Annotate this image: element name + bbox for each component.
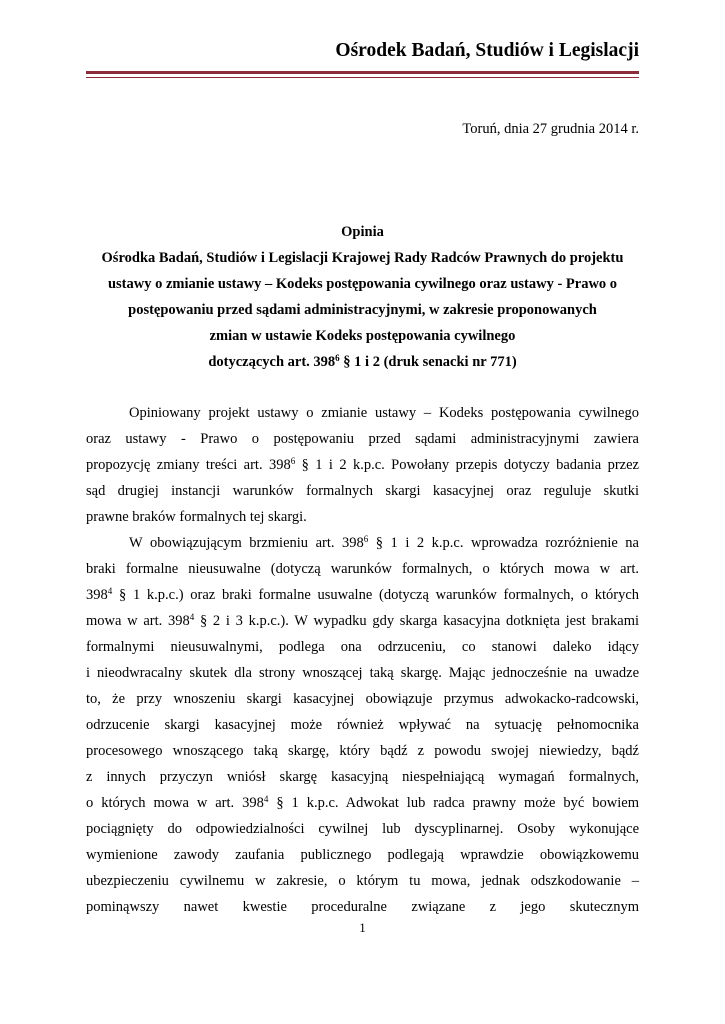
page-number: 1	[359, 920, 366, 935]
text-line: prawne braków formalnych tej skargi.	[86, 509, 307, 525]
text-line: $398^4$ § 1 k.p.c.) oraz braki formalne usuwalne (dotyczą warunków formalnych, o których	[86, 586, 639, 603]
text-line: braki formalne nieusuwalne (dotyczą warunków formalnych, o których mowa w art.	[86, 561, 639, 577]
title-line: Opinia	[341, 224, 384, 240]
text-line: mowa w art. $398^4$ § 2 i 3 k.p.c.). W wypadku gdy skarga kasacyjna dotknięta jest brakami	[86, 612, 639, 629]
title-line: zmian w ustawie Kodeks postępowania cywilnego	[209, 328, 516, 344]
text-line: i nieodwracalny skutek dla strony wnoszącej taką skargę. Mając jednocześnie na uwadze	[86, 665, 639, 681]
text-line: pociągnięty do odpowiedzialności cywilnej lub dyscyplinarnej. Osoby wykonujące	[86, 821, 639, 837]
header-title: Ośrodek Badań, Studiów i Legislacji	[335, 40, 639, 61]
text-line: ubezpieczeniu cywilnemu w zakresie, o którym tu mowa, jednak odszkodowanie –	[86, 873, 639, 889]
document-date: Toruń, dnia 27 grudnia 2014 r.	[462, 121, 639, 137]
text-line: procesowego wnoszącego taką skargę, który bądź z powodu swojej niewiedzy, bądź	[86, 743, 639, 759]
text-line: z innych przyczyn wniósł skargę kasacyjną niespełniającą wymagań formalnych,	[86, 769, 639, 785]
document-body	[86, 400, 639, 920]
header-rule-thin	[86, 77, 639, 78]
text-line: formalnymi nieusuwalnymi, podlega ona odrzuceniu, co stanowi daleko idący	[86, 639, 639, 655]
header-rule-thick	[86, 71, 639, 74]
title-line: Ośrodka Badań, Studiów i Legislacji Krajowej Rady Radców Prawnych do projektu	[101, 250, 624, 266]
text-line: pominąwszy nawet kwestie proceduralne związane z jego skutecznym	[86, 899, 639, 915]
opinion-title	[86, 219, 639, 375]
title-line: postępowaniu przed sądami administracyjnymi, w zakresie proponowanych	[128, 302, 597, 318]
title-line: dotyczących art. $398^6$ § 1 i 2 (druk senacki nr 771)	[208, 353, 517, 370]
text-line: sąd drugiej instancji warunków formalnych skargi kasacyjnej oraz reguluje skutki	[86, 483, 639, 499]
paragraph-1	[86, 400, 639, 530]
text-line: propozycję zmiany treści art. $398^6$ § 1 i 2 k.p.c. Powołany przepis dotyczy badania przez	[86, 456, 639, 473]
text-line: wymienione zawody zaufania publicznego podlegają wprawdzie obowiązkowemu	[86, 847, 639, 863]
text-line: oraz ustawy - Prawo o postępowaniu przed sądami administracyjnymi zawiera	[86, 431, 639, 447]
text-line: to, że przy wnoszeniu skargi kasacyjnej obowiązuje przymus adwokacko-radcowski,	[86, 691, 639, 707]
title-line: ustawy o zmianie ustawy – Kodeks postępowania cywilnego oraz ustawy - Prawo o	[107, 276, 618, 292]
text-line: Opiniowany projekt ustawy o zmianie ustawy – Kodeks postępowania cywilnego	[129, 405, 639, 421]
paragraph-2	[86, 530, 639, 920]
text-line: odrzucenie skargi kasacyjnej może również wpływać na sytuację pełnomocnika	[86, 717, 639, 733]
text-line: W obowiązującym brzmieniu art. $398^6$ § 1 i 2 k.p.c. wprowadza rozróżnienie na	[129, 534, 639, 551]
text-line: o których mowa w art. $398^4$ § 1 k.p.c. Adwokat lub radca prawny może być bowiem	[86, 794, 639, 811]
